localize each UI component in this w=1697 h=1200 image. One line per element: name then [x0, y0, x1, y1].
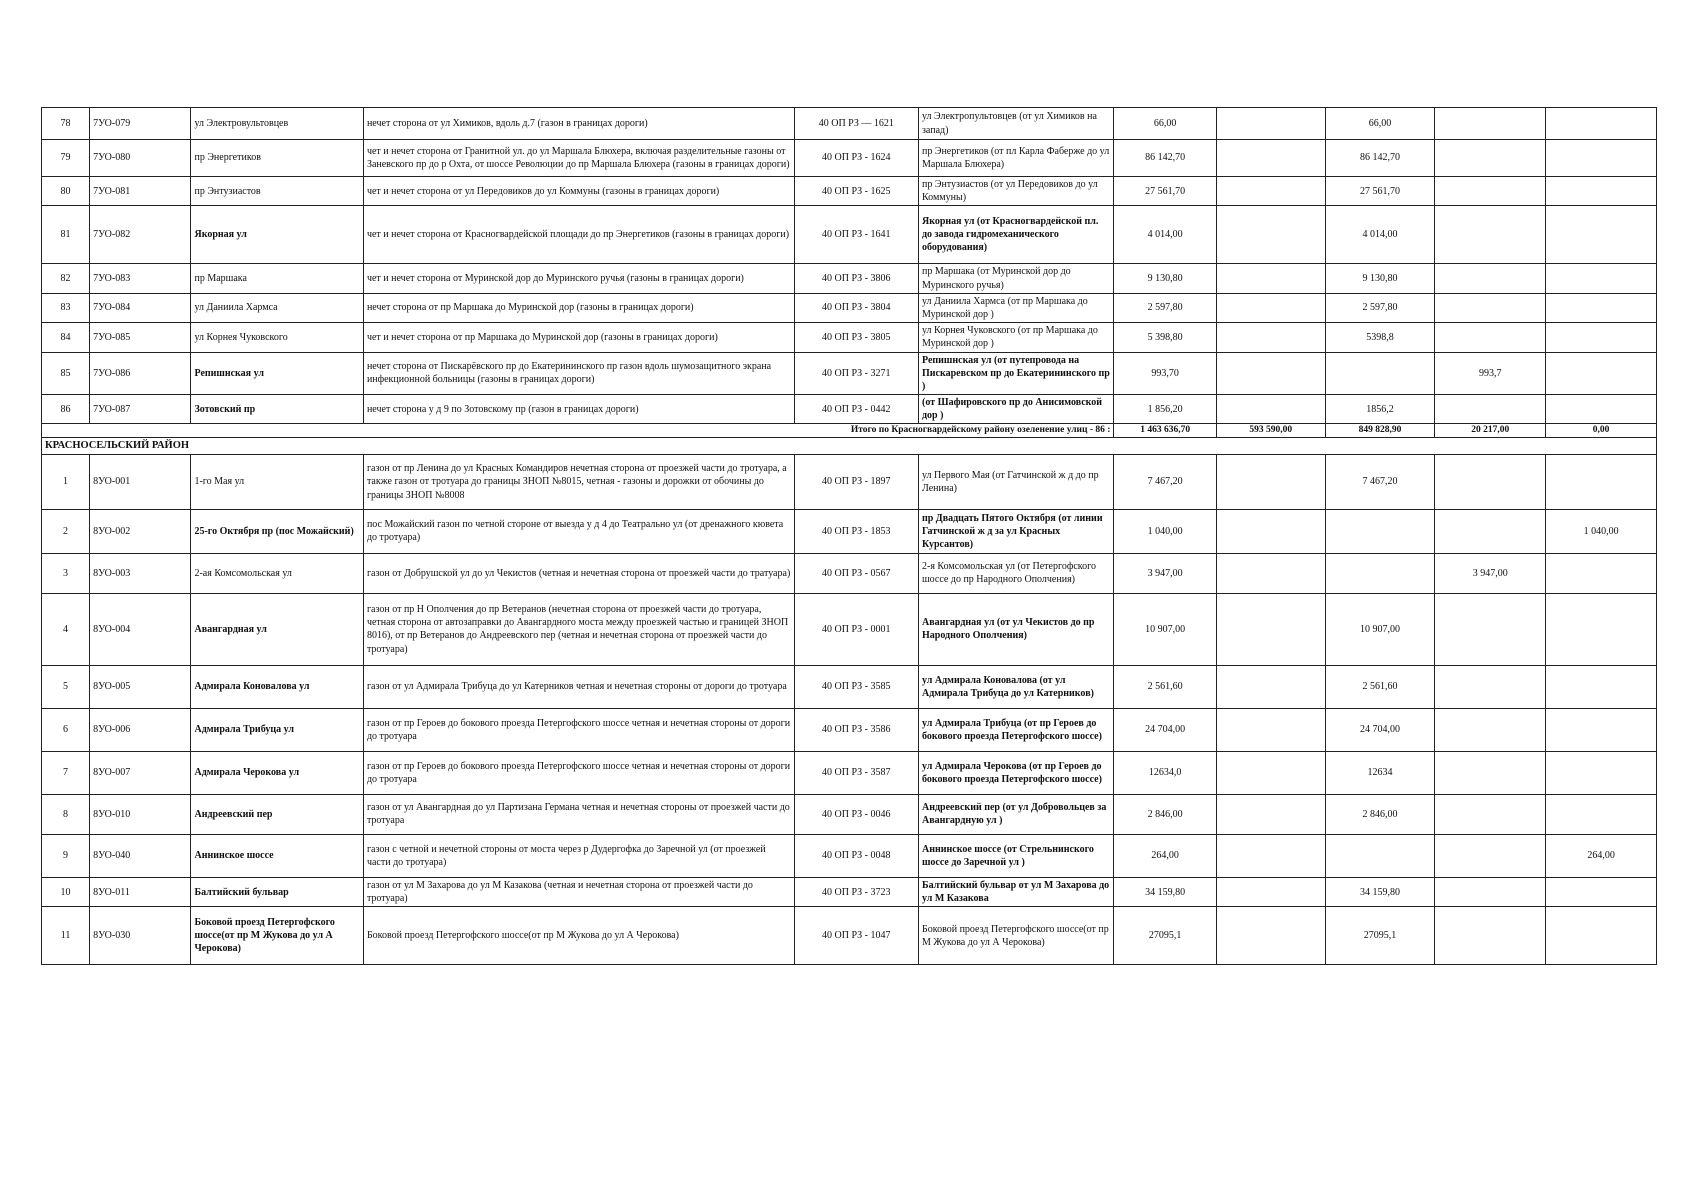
total-area: 86 142,70 — [1114, 140, 1216, 177]
total-area: 3 947,00 — [1114, 553, 1216, 593]
total-area: 27095,1 — [1114, 907, 1216, 965]
area-col2 — [1216, 395, 1325, 424]
area-col3: 1856,2 — [1325, 395, 1435, 424]
area-col5 — [1546, 593, 1657, 665]
area-col3: 12634 — [1325, 751, 1435, 794]
description: пос Можайский газон по четной стороне от выезда у д 4 до Театрально ул (от дренажного кювета до тротуара) — [363, 509, 794, 553]
road-address: ул Даниила Хармса (от пр Маршака до Муринской дор ) — [918, 293, 1113, 322]
total-area: 24 704,00 — [1114, 708, 1216, 751]
area-col5 — [1546, 206, 1657, 264]
total-area: 993,70 — [1114, 352, 1216, 395]
area-col5 — [1546, 264, 1657, 293]
registry-number: 40 ОП РЗ - 3271 — [794, 352, 918, 395]
area-col4 — [1435, 907, 1546, 965]
area-col3: 34 159,80 — [1325, 877, 1435, 906]
total-area: 2 597,80 — [1114, 293, 1216, 322]
total-col3: 849 828,90 — [1325, 424, 1435, 438]
table-row — [42, 323, 1657, 352]
table-row — [42, 509, 1657, 553]
area-col3: 2 597,80 — [1325, 293, 1435, 322]
row-number: 86 — [42, 395, 90, 424]
registry-number: 40 ОП РЗ - 0442 — [794, 395, 918, 424]
area-col4 — [1435, 323, 1546, 352]
total-area: 10 907,00 — [1114, 593, 1216, 665]
area-col2 — [1216, 352, 1325, 395]
area-col2 — [1216, 177, 1325, 206]
area-col5 — [1546, 140, 1657, 177]
row-number: 81 — [42, 206, 90, 264]
description: нечет сторона от пр Маршака до Муринской дор (газоны в границах дороги) — [363, 293, 794, 322]
road-address: ул Адмирала Черокова (от пр Героев до бокового проезда Петергофского шоссе) — [918, 751, 1113, 794]
row-number: 78 — [42, 108, 90, 140]
registry-number: 40 ОП РЗ - 3804 — [794, 293, 918, 322]
road-code: 8УО-040 — [90, 834, 191, 877]
table-row — [42, 553, 1657, 593]
road-code: 8УО-010 — [90, 794, 191, 834]
street-name: ул Корнея Чуковского — [191, 323, 363, 352]
area-col2 — [1216, 454, 1325, 509]
road-address: Авангардная ул (от ул Чекистов до пр Народного Ополчения) — [918, 593, 1113, 665]
description: чет и нечет сторона от Гранитной ул. до ул Маршала Блюхера, включая разделительные газоны от Заневского пр до р Охта, от шоссе Революции до пр Маршала Блюхера (газоны в границах дороги) — [363, 140, 794, 177]
table-row — [42, 140, 1657, 177]
area-col3: 7 467,20 — [1325, 454, 1435, 509]
area-col5 — [1546, 177, 1657, 206]
row-number: 9 — [42, 834, 90, 877]
registry-number: 40 ОП РЗ - 1897 — [794, 454, 918, 509]
row-number: 11 — [42, 907, 90, 965]
area-col5 — [1546, 395, 1657, 424]
registry-number: 40 ОП РЗ - 1853 — [794, 509, 918, 553]
area-col4 — [1435, 509, 1546, 553]
total-col2: 593 590,00 — [1216, 424, 1325, 438]
area-col2 — [1216, 140, 1325, 177]
description: газон от пр Н Ополчения до пр Ветеранов (нечетная сторона от проезжей части до тротуара, четная сторона от автозаправки до Авангардного моста между проезжей частью и границей ЗНОП 8016), от пр Ветеранов до Андреевского пер (четная и нечетная сторона от проезжей части до тротуара) — [363, 593, 794, 665]
total-area: 7 467,20 — [1114, 454, 1216, 509]
road-address: пр Маршака (от Муринской дор до Муринского ручья) — [918, 264, 1113, 293]
area-col4: 993,7 — [1435, 352, 1546, 395]
table-row — [42, 794, 1657, 834]
street-name: Зотовский пр — [191, 395, 363, 424]
area-col4 — [1435, 108, 1546, 140]
road-code: 8УО-006 — [90, 708, 191, 751]
description: нечет сторона от ул Химиков, вдоль д.7 (газон в границах дороги) — [363, 108, 794, 140]
registry-number: 40 ОП РЗ - 0048 — [794, 834, 918, 877]
description: газон от ул Авангардная до ул Партизана Германа четная и нечетная стороны от проезжей части до тротуара — [363, 794, 794, 834]
total-area: 1 856,20 — [1114, 395, 1216, 424]
area-col3: 66,00 — [1325, 108, 1435, 140]
street-name: пр Энтузиастов — [191, 177, 363, 206]
rows-before — [42, 108, 1657, 424]
road-address: ул Корнея Чуковского (от пр Маршака до Муринской дор ) — [918, 323, 1113, 352]
area-col2 — [1216, 323, 1325, 352]
area-col4 — [1435, 177, 1546, 206]
street-name: Репишнская ул — [191, 352, 363, 395]
area-col4 — [1435, 140, 1546, 177]
road-code: 7УО-086 — [90, 352, 191, 395]
street-name: Адмирала Черокова ул — [191, 751, 363, 794]
registry-number: 40 ОП РЗ - 0046 — [794, 794, 918, 834]
street-name: Балтийский бульвар — [191, 877, 363, 906]
description: газон от пр Героев до бокового проезда Петергофского шоссе четная и нечетная стороны от дороги до тротуара — [363, 751, 794, 794]
area-col5 — [1546, 454, 1657, 509]
area-col2 — [1216, 708, 1325, 751]
area-col2 — [1216, 665, 1325, 708]
area-col2 — [1216, 553, 1325, 593]
row-number: 6 — [42, 708, 90, 751]
total-area: 9 130,80 — [1114, 264, 1216, 293]
total-area: 66,00 — [1114, 108, 1216, 140]
road-code: 7УО-082 — [90, 206, 191, 264]
area-col2 — [1216, 834, 1325, 877]
registry-number: 40 ОП РЗ - 3587 — [794, 751, 918, 794]
area-col3 — [1325, 352, 1435, 395]
area-col4 — [1435, 593, 1546, 665]
area-col5 — [1546, 751, 1657, 794]
area-col4 — [1435, 665, 1546, 708]
area-col2 — [1216, 293, 1325, 322]
total-row — [42, 424, 1657, 438]
area-col3: 4 014,00 — [1325, 206, 1435, 264]
area-col4 — [1435, 293, 1546, 322]
total-area: 1 040,00 — [1114, 509, 1216, 553]
total-area: 4 014,00 — [1114, 206, 1216, 264]
area-col3: 86 142,70 — [1325, 140, 1435, 177]
area-col4 — [1435, 206, 1546, 264]
road-address: ул Адмирала Трибуца (от пр Героев до бокового проезда Петергофского шоссе) — [918, 708, 1113, 751]
area-col4 — [1435, 708, 1546, 751]
area-col3: 9 130,80 — [1325, 264, 1435, 293]
area-col2 — [1216, 108, 1325, 140]
description: чет и нечет сторона от пр Маршака до Муринской дор (газоны в границах дороги) — [363, 323, 794, 352]
street-name: 2-ая Комсомольская ул — [191, 553, 363, 593]
description: газон от пр Ленина до ул Красных Командиров нечетная сторона от проезжей части до тротуара, а также газон от тротуара до границы ЗНОП №8015, четная - газоны и дорожки от обочины до границы ЗНОП №8008 — [363, 454, 794, 509]
description: газон с четной и нечетной стороны от моста через р Дудергофка до Заречной ул (от проезжей части до тротуара) — [363, 834, 794, 877]
area-col4 — [1435, 751, 1546, 794]
road-code: 8УО-001 — [90, 454, 191, 509]
table-row — [42, 352, 1657, 395]
table-row — [42, 206, 1657, 264]
road-code: 7УО-087 — [90, 395, 191, 424]
road-code: 8УО-004 — [90, 593, 191, 665]
area-col4 — [1435, 834, 1546, 877]
road-code: 8УО-011 — [90, 877, 191, 906]
street-name: Адмирала Коновалова ул — [191, 665, 363, 708]
description: чет и нечет сторона от Муринской дор до Муринского ручья (газоны в границах дороги) — [363, 264, 794, 293]
road-address: Аннинское шоссе (от Стрельнинского шоссе до Заречной ул ) — [918, 834, 1113, 877]
row-number: 79 — [42, 140, 90, 177]
street-name: 1-го Мая ул — [191, 454, 363, 509]
area-col2 — [1216, 593, 1325, 665]
table-row — [42, 593, 1657, 665]
registry-number: 40 ОП РЗ - 3585 — [794, 665, 918, 708]
area-col4 — [1435, 877, 1546, 906]
table-row — [42, 665, 1657, 708]
row-number: 80 — [42, 177, 90, 206]
total-area: 12634,0 — [1114, 751, 1216, 794]
area-col5 — [1546, 352, 1657, 395]
row-number: 84 — [42, 323, 90, 352]
total-col5: 0,00 — [1546, 424, 1657, 438]
street-name: Адмирала Трибуца ул — [191, 708, 363, 751]
total-area: 2 846,00 — [1114, 794, 1216, 834]
road-address: пр Двадцать Пятого Октября (от линии Гатчинской ж д за ул Красных Курсантов) — [918, 509, 1113, 553]
area-col4 — [1435, 794, 1546, 834]
area-col2 — [1216, 907, 1325, 965]
row-number: 83 — [42, 293, 90, 322]
street-name: ул Даниила Хармса — [191, 293, 363, 322]
road-address: Андреевский пер (от ул Добровольцев за Авангардную ул ) — [918, 794, 1113, 834]
area-col5 — [1546, 108, 1657, 140]
road-code: 7УО-080 — [90, 140, 191, 177]
total-area: 27 561,70 — [1114, 177, 1216, 206]
area-col4 — [1435, 395, 1546, 424]
registry-number: 40 ОП РЗ - 3723 — [794, 877, 918, 906]
table-row — [42, 877, 1657, 906]
street-name: Андреевский пер — [191, 794, 363, 834]
road-address: ул Электропультовцев (от ул Химиков на запад) — [918, 108, 1113, 140]
area-col5 — [1546, 323, 1657, 352]
row-number: 5 — [42, 665, 90, 708]
street-name: ул Электровультовцев — [191, 108, 363, 140]
row-number: 2 — [42, 509, 90, 553]
road-code: 7УО-085 — [90, 323, 191, 352]
area-col5 — [1546, 665, 1657, 708]
road-address: Балтийский бульвар от ул М Захарова до ул М Казакова — [918, 877, 1113, 906]
total-section — [42, 424, 1657, 455]
row-number: 8 — [42, 794, 90, 834]
area-col3: 27095,1 — [1325, 907, 1435, 965]
area-col3: 2 561,60 — [1325, 665, 1435, 708]
rows-after — [42, 454, 1657, 964]
table-row — [42, 708, 1657, 751]
road-code: 7УО-081 — [90, 177, 191, 206]
road-address: ул Первого Мая (от Гатчинской ж д до пр Ленина) — [918, 454, 1113, 509]
table-row — [42, 751, 1657, 794]
area-col2 — [1216, 206, 1325, 264]
total-col4: 20 217,00 — [1435, 424, 1546, 438]
description: чет и нечет сторона от Красногвардейской площади до пр Энергетиков (газоны в границах дороги) — [363, 206, 794, 264]
area-col3: 5398,8 — [1325, 323, 1435, 352]
table-row — [42, 395, 1657, 424]
street-name: Якорная ул — [191, 206, 363, 264]
area-col4 — [1435, 264, 1546, 293]
road-address: (от Шафировского пр до Анисимовской дор ) — [918, 395, 1113, 424]
total-area: 1 463 636,70 — [1114, 424, 1216, 438]
description: нечет сторона от Пискарёвского пр до Екатерининского пр газон вдоль шумозащитного экрана инфекционной больницы (газоны в границах дороги) — [363, 352, 794, 395]
area-col4: 3 947,00 — [1435, 553, 1546, 593]
area-col3: 27 561,70 — [1325, 177, 1435, 206]
area-col3: 24 704,00 — [1325, 708, 1435, 751]
description: газон от пр Героев до бокового проезда Петергофского шоссе четная и нечетная стороны от дороги до тротуара — [363, 708, 794, 751]
road-code: 7УО-083 — [90, 264, 191, 293]
area-col2 — [1216, 509, 1325, 553]
registry-number: 40 ОП РЗ - 3806 — [794, 264, 918, 293]
row-number: 10 — [42, 877, 90, 906]
area-col2 — [1216, 877, 1325, 906]
street-name: пр Энергетиков — [191, 140, 363, 177]
area-col5 — [1546, 293, 1657, 322]
table-row — [42, 454, 1657, 509]
road-address: Якорная ул (от Красногвардейской пл. до завода гидромеханического оборудования) — [918, 206, 1113, 264]
row-number: 1 — [42, 454, 90, 509]
street-name: пр Маршака — [191, 264, 363, 293]
roads-table — [41, 107, 1657, 965]
table-row — [42, 907, 1657, 965]
area-col5: 264,00 — [1546, 834, 1657, 877]
road-code: 7УО-079 — [90, 108, 191, 140]
area-col2 — [1216, 751, 1325, 794]
area-col2 — [1216, 264, 1325, 293]
registry-number: 40 ОП РЗ - 0567 — [794, 553, 918, 593]
description: газон от Добрушской ул до ул Чекистов (четная и нечетная сторона от проезжей части до тратуара) — [363, 553, 794, 593]
table-row — [42, 293, 1657, 322]
total-label: Итого по Красногвардейскому району озеленение улиц - 86 : — [42, 424, 1114, 438]
area-col2 — [1216, 794, 1325, 834]
area-col5 — [1546, 877, 1657, 906]
road-code: 8УО-003 — [90, 553, 191, 593]
street-name: Боковой проезд Петергофского шоссе(от пр М Жукова до ул А Черокова) — [191, 907, 363, 965]
area-col5: 1 040,00 — [1546, 509, 1657, 553]
registry-number: 40 ОП РЗ - 1641 — [794, 206, 918, 264]
area-col5 — [1546, 708, 1657, 751]
registry-number: 40 ОП РЗ - 1047 — [794, 907, 918, 965]
description: газон от ул М Захарова до ул М Казакова (четная и нечетная сторона от проезжей части до тротуара) — [363, 877, 794, 906]
road-address: Боковой проезд Петергофского шоссе(от пр М Жукова до ул А Черокова) — [918, 907, 1113, 965]
row-number: 3 — [42, 553, 90, 593]
area-col3 — [1325, 834, 1435, 877]
road-address: ул Адмирала Коновалова (от ул Адмирала Трибуца до ул Катерников) — [918, 665, 1113, 708]
road-code: 8УО-002 — [90, 509, 191, 553]
registry-number: 40 ОП РЗ - 3805 — [794, 323, 918, 352]
street-name: Авангардная ул — [191, 593, 363, 665]
road-address: Репишнская ул (от путепровода на Пискаревском пр до Екатерининского пр ) — [918, 352, 1113, 395]
area-col5 — [1546, 907, 1657, 965]
description: нечет сторона у д 9 по Зотовскому пр (газон в границах дороги) — [363, 395, 794, 424]
area-col5 — [1546, 794, 1657, 834]
table-row — [42, 264, 1657, 293]
road-code: 8УО-007 — [90, 751, 191, 794]
district-header-row — [42, 437, 1657, 454]
registry-number: 40 ОП РЗ - 3586 — [794, 708, 918, 751]
total-area: 34 159,80 — [1114, 877, 1216, 906]
table-row — [42, 834, 1657, 877]
description: газон от ул Адмирала Трибуца до ул Катерников четная и нечетная стороны от дороги до тротуара — [363, 665, 794, 708]
district-header: КРАСНОСЕЛЬСКИЙ РАЙОН — [42, 437, 1657, 454]
area-col4 — [1435, 454, 1546, 509]
street-name: Аннинское шоссе — [191, 834, 363, 877]
road-code: 7УО-084 — [90, 293, 191, 322]
row-number: 4 — [42, 593, 90, 665]
registry-number: 40 ОП РЗ - 0001 — [794, 593, 918, 665]
area-col3 — [1325, 509, 1435, 553]
description: Боковой проезд Петергофского шоссе(от пр М Жукова до ул А Черокова) — [363, 907, 794, 965]
total-area: 5 398,80 — [1114, 323, 1216, 352]
row-number: 82 — [42, 264, 90, 293]
road-code: 8УО-005 — [90, 665, 191, 708]
road-address: пр Энтузиастов (от ул Передовиков до ул Коммуны) — [918, 177, 1113, 206]
description: чет и нечет сторона от ул Передовиков до ул Коммуны (газоны в границах дороги) — [363, 177, 794, 206]
row-number: 7 — [42, 751, 90, 794]
total-area: 2 561,60 — [1114, 665, 1216, 708]
total-area: 264,00 — [1114, 834, 1216, 877]
registry-number: 40 ОП РЗ - 1624 — [794, 140, 918, 177]
table-row — [42, 108, 1657, 140]
road-address: пр Энергетиков (от пл Карла Фаберже до ул Маршала Блюхера) — [918, 140, 1113, 177]
table-row — [42, 177, 1657, 206]
area-col3 — [1325, 553, 1435, 593]
registry-number: 40 ОП РЗ - 1625 — [794, 177, 918, 206]
row-number: 85 — [42, 352, 90, 395]
area-col5 — [1546, 553, 1657, 593]
area-col3: 10 907,00 — [1325, 593, 1435, 665]
road-address: 2-я Комсомольская ул (от Петергофского шоссе до пр Народного Ополчения) — [918, 553, 1113, 593]
street-name: 25-го Октября пр (пос Можайский) — [191, 509, 363, 553]
area-col3: 2 846,00 — [1325, 794, 1435, 834]
road-code: 8УО-030 — [90, 907, 191, 965]
registry-number: 40 ОП РЗ — 1621 — [794, 108, 918, 140]
